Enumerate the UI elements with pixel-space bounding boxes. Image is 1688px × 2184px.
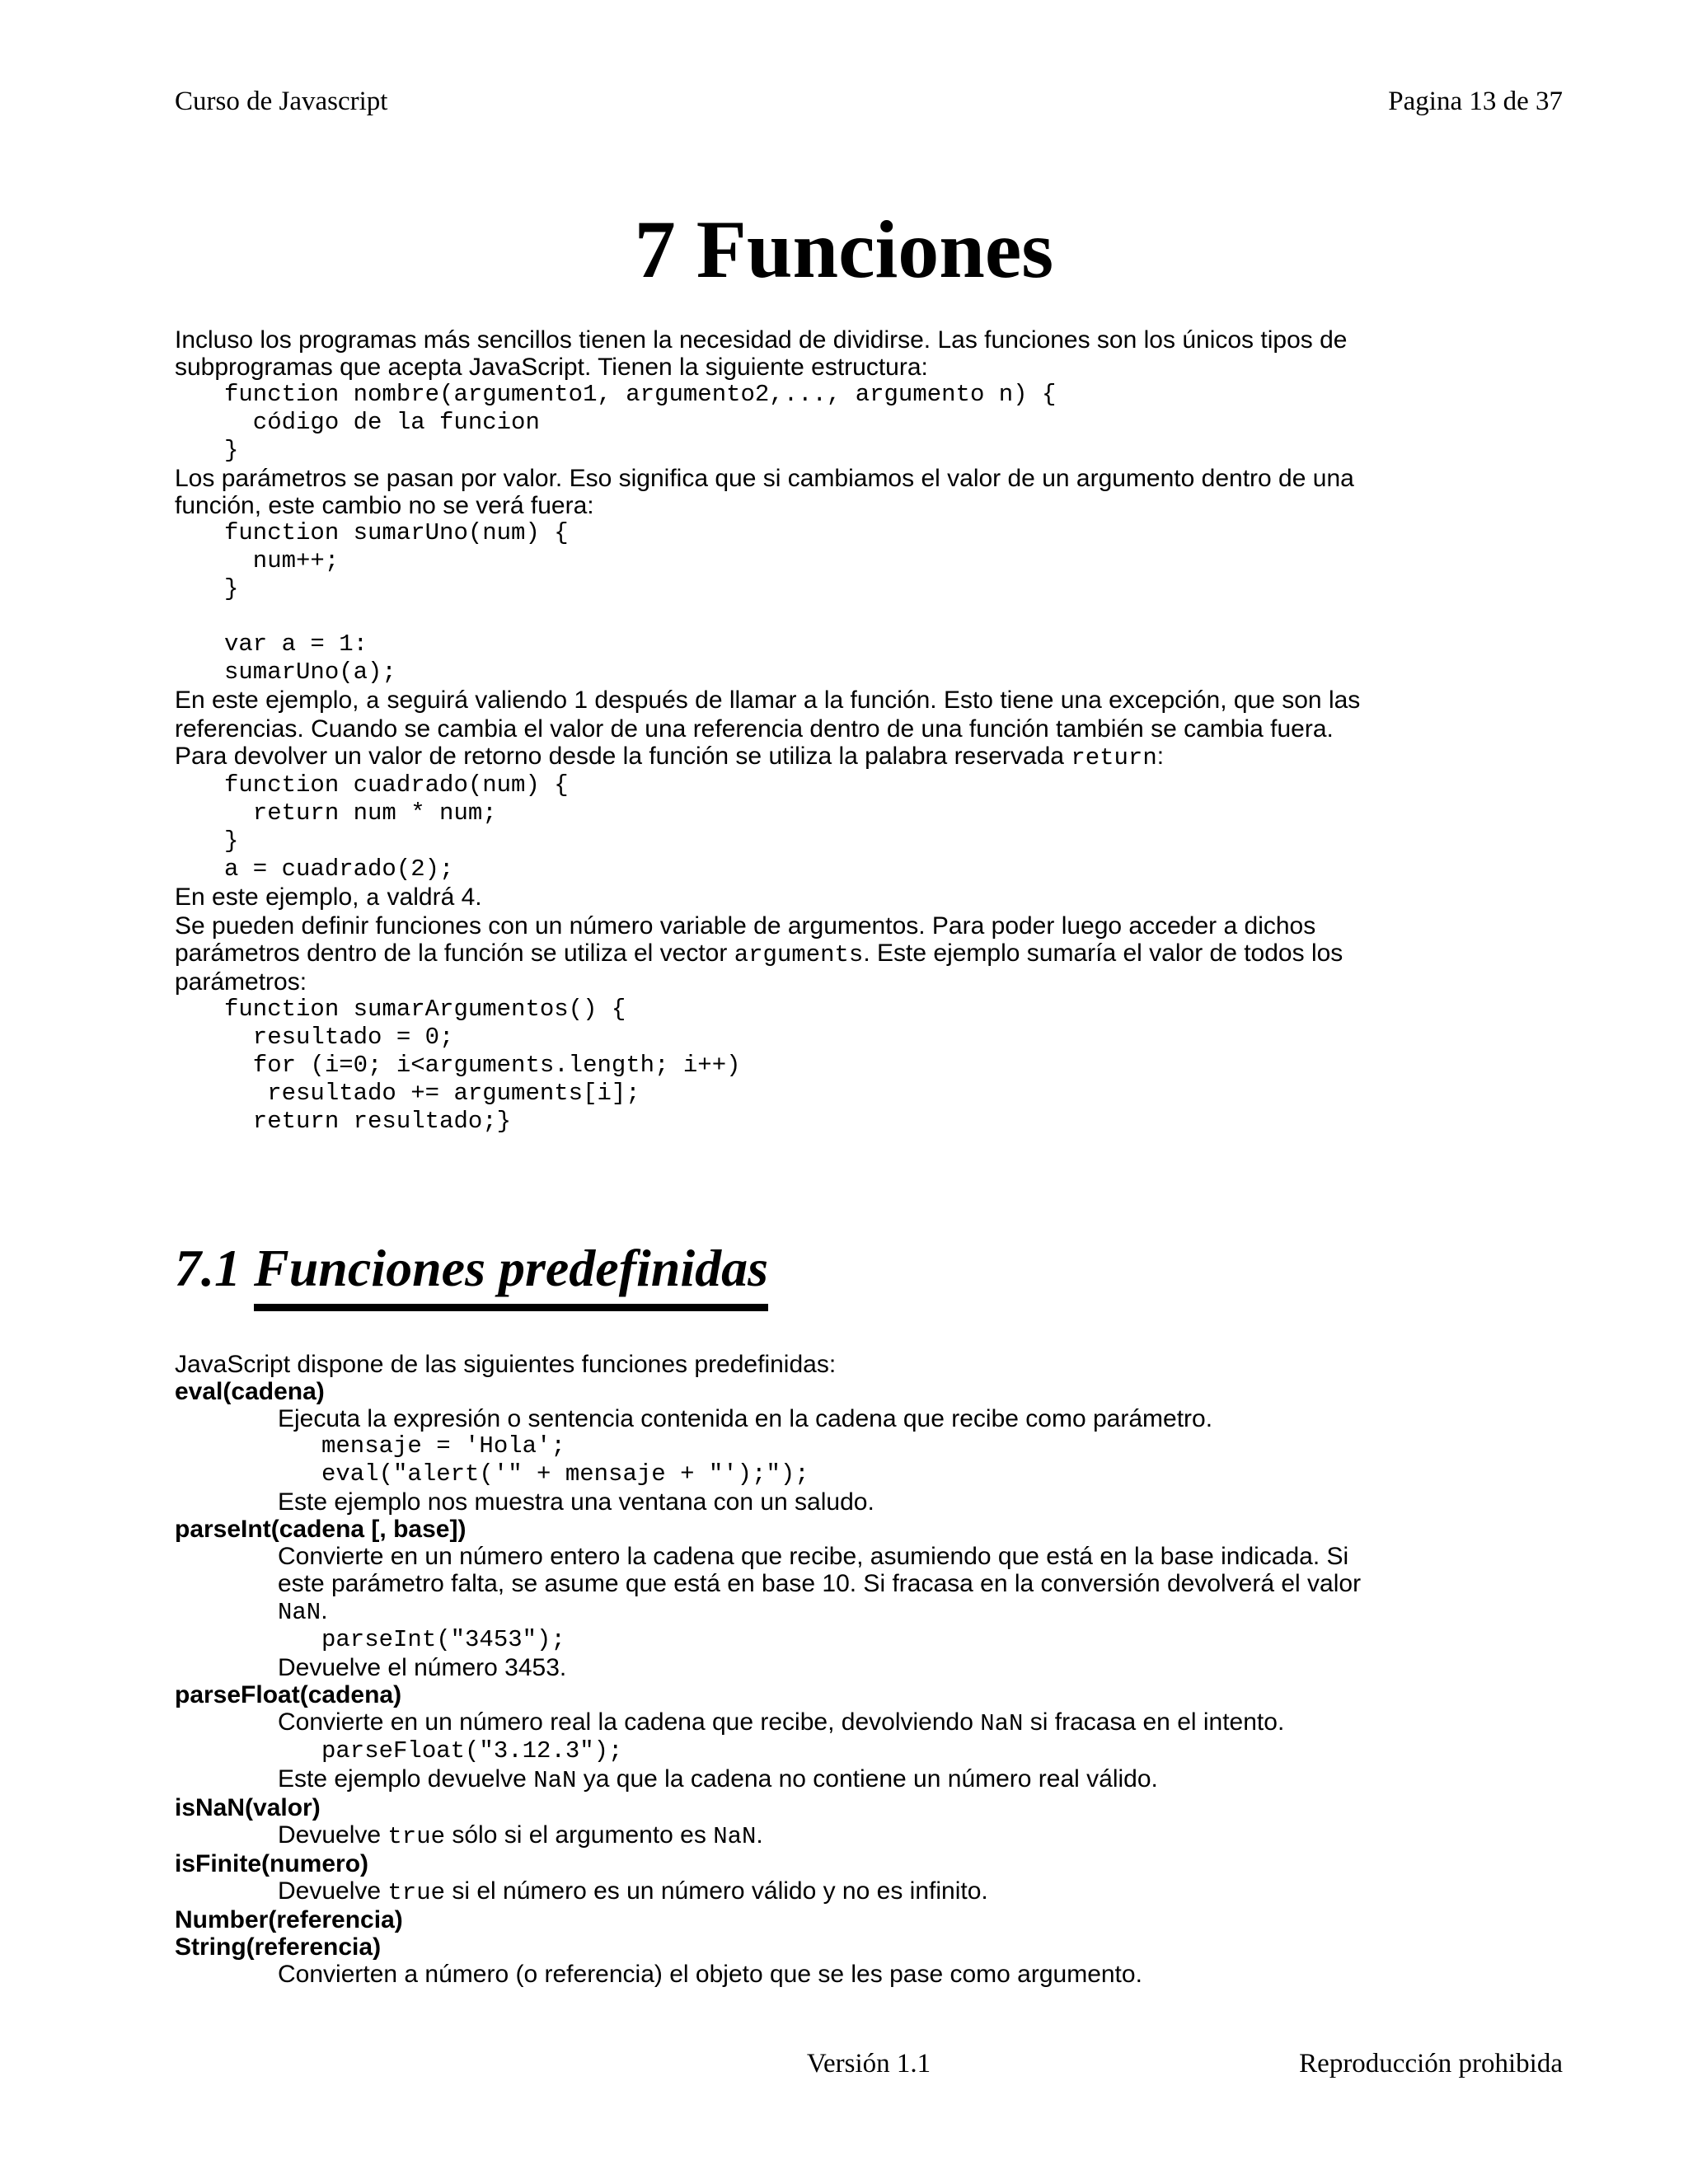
inline-code: for (i=0; i<arguments.length; i++) bbox=[224, 1052, 741, 1079]
function-term-line bbox=[175, 1850, 1589, 1877]
text-segment: String(referencia) bbox=[175, 1933, 382, 1961]
definition-code-line bbox=[175, 1737, 1589, 1765]
inline-code: a bbox=[365, 688, 381, 715]
function-term-line bbox=[175, 1933, 1589, 1961]
text-segment: parámetros dentro de la función se utiliza el vector bbox=[175, 940, 734, 967]
inline-code: num++; bbox=[224, 547, 340, 574]
inline-code: arguments bbox=[734, 941, 864, 968]
page-content bbox=[175, 326, 1589, 1988]
text-line bbox=[175, 326, 1589, 354]
code-line bbox=[175, 630, 1589, 658]
inline-code: NaN bbox=[980, 1710, 1024, 1737]
code-line bbox=[175, 799, 1589, 827]
code-line bbox=[175, 996, 1589, 1024]
text-segment: Convierten a número (o referencia) el objeto que se les pase como argumento. bbox=[278, 1961, 1142, 1988]
text-segment: . bbox=[321, 1597, 328, 1624]
text-segment: Convierte en un número entero la cadena que recibe, asumiendo que está en la base indicada. Si bbox=[278, 1543, 1349, 1570]
inline-code: mensaje = 'Hola'; bbox=[321, 1432, 565, 1460]
inline-code: } bbox=[224, 437, 239, 464]
inline-code: a = cuadrado(2); bbox=[224, 855, 454, 883]
text-segment: valdrá 4. bbox=[380, 883, 482, 911]
text-line bbox=[175, 912, 1589, 940]
text-line bbox=[175, 883, 1589, 912]
text-segment: parámetros: bbox=[175, 968, 307, 996]
text-line bbox=[175, 968, 1589, 996]
inline-code: código de la funcion bbox=[224, 409, 540, 436]
definition-text-line bbox=[175, 1488, 1589, 1516]
inline-code: resultado += arguments[i]; bbox=[224, 1080, 640, 1107]
page-footer bbox=[175, 2047, 1563, 2080]
code-line bbox=[175, 827, 1589, 855]
text-line bbox=[175, 492, 1589, 519]
definition-text-line bbox=[175, 1654, 1589, 1681]
text-line bbox=[175, 465, 1589, 492]
code-line bbox=[175, 409, 1589, 437]
function-term-line bbox=[175, 1906, 1589, 1933]
text-segment: isFinite(numero) bbox=[175, 1850, 369, 1877]
text-segment: Los parámetros se pasan por valor. Eso significa que si cambiamos el valor de un argumento dentro de una bbox=[175, 465, 1354, 492]
text-segment: . bbox=[756, 1821, 763, 1849]
inline-code: parseInt("3453"); bbox=[321, 1626, 565, 1653]
code-line bbox=[175, 1108, 1589, 1136]
text-segment: este parámetro falta, se asume que está en base 10. Si fracasa en la conversión devolverá el valor bbox=[278, 1570, 1362, 1597]
footer-version-text: Versión 1.1 bbox=[806, 2049, 931, 2079]
definition-text-line bbox=[175, 1821, 1589, 1850]
code-line bbox=[175, 855, 1589, 883]
text-segment: función, este cambio no se verá fuera: bbox=[175, 492, 594, 519]
text-line bbox=[175, 687, 1589, 715]
code-line bbox=[175, 1080, 1589, 1108]
inline-code: NaN bbox=[278, 1599, 321, 1626]
text-segment: referencias. Cuando se cambia el valor de una referencia dentro de una función también se cambia fuera. bbox=[175, 715, 1334, 743]
text-segment: Para devolver un valor de retorno desde la función se utiliza la palabra reservada bbox=[175, 743, 1071, 770]
text-line bbox=[175, 743, 1589, 771]
code-line bbox=[175, 658, 1589, 687]
section-7-body bbox=[175, 326, 1589, 1136]
code-line bbox=[175, 437, 1589, 465]
page-header bbox=[175, 85, 1563, 118]
code-line bbox=[175, 519, 1589, 547]
inline-code: function sumarUno(num) { bbox=[224, 519, 569, 546]
inline-code: a bbox=[365, 885, 381, 912]
code-line bbox=[175, 771, 1589, 799]
definition-text-line bbox=[175, 1405, 1589, 1432]
text-segment: Devuelve el número 3453. bbox=[278, 1654, 567, 1681]
function-term-line bbox=[175, 1378, 1589, 1405]
section-7-1-body bbox=[175, 1351, 1589, 1988]
text-segment: Convierte en un número real la cadena que recibe, devolviendo bbox=[278, 1708, 981, 1736]
section-heading bbox=[175, 1236, 1589, 1300]
text-segment: sólo si el argumento es bbox=[445, 1821, 714, 1849]
text-segment: Ejecuta la expresión o sentencia contenida en la cadena que recibe como parámetro. bbox=[278, 1405, 1213, 1432]
section-title: Funciones predefinidas bbox=[254, 1239, 768, 1311]
inline-code: function cuadrado(num) { bbox=[224, 771, 569, 799]
code-line bbox=[175, 547, 1589, 575]
footer-copyright-text: Reproducción prohibida bbox=[1299, 2049, 1563, 2079]
definition-text-line bbox=[175, 1765, 1589, 1794]
text-segment: eval(cadena) bbox=[175, 1378, 325, 1405]
text-segment: Devuelve bbox=[278, 1821, 388, 1849]
text-segment: En este ejemplo, bbox=[175, 883, 366, 911]
text-segment: En este ejemplo, bbox=[175, 687, 366, 714]
text-segment: parseInt(cadena [, base]) bbox=[175, 1516, 467, 1543]
code-line bbox=[175, 381, 1589, 409]
text-segment: ya que la cadena no contiene un número real válido. bbox=[576, 1765, 1158, 1793]
definition-text-line bbox=[175, 1708, 1589, 1737]
code-line bbox=[175, 1024, 1589, 1052]
text-segment: parseFloat(cadena) bbox=[175, 1681, 402, 1708]
inline-code: function nombre(argumento1, argumento2,..., argumento n) { bbox=[224, 381, 1057, 408]
inline-code: sumarUno(a); bbox=[224, 658, 396, 686]
text-segment: Este ejemplo devuelve bbox=[278, 1765, 534, 1793]
code-line bbox=[175, 1052, 1589, 1080]
text-segment: JavaScript dispone de las siguientes funciones predefinidas: bbox=[175, 1351, 837, 1378]
inline-code: resultado = 0; bbox=[224, 1024, 454, 1051]
text-segment: si el número es un número válido y no es infinito. bbox=[445, 1877, 988, 1905]
header-left-text: Curso de Javascript bbox=[175, 87, 388, 116]
function-term-line bbox=[175, 1516, 1589, 1543]
inline-code: true bbox=[387, 1823, 446, 1850]
definition-text-line bbox=[175, 1570, 1589, 1597]
text-line bbox=[175, 715, 1589, 743]
definition-code-line bbox=[175, 1626, 1589, 1654]
text-segment: : bbox=[1156, 743, 1165, 770]
definition-code-line bbox=[175, 1432, 1589, 1460]
text-line bbox=[175, 354, 1589, 381]
code-line bbox=[175, 575, 1589, 603]
inline-code: } bbox=[224, 827, 239, 855]
text-segment: isNaN(valor) bbox=[175, 1794, 321, 1821]
definition-code-line bbox=[175, 1460, 1589, 1488]
text-segment: seguirá valiendo 1 después de llamar a la función. Esto tiene una excepción, que son las bbox=[380, 687, 1361, 714]
definition-text-line bbox=[175, 1543, 1589, 1570]
inline-code: NaN bbox=[713, 1823, 757, 1850]
text-line bbox=[175, 1351, 1589, 1378]
inline-code: return bbox=[1071, 744, 1157, 771]
definition-text-line bbox=[175, 1877, 1589, 1906]
text-segment: si fracasa en el intento. bbox=[1023, 1708, 1285, 1736]
definition-text-line bbox=[175, 1961, 1589, 1988]
text-line bbox=[175, 940, 1589, 968]
inline-code: true bbox=[387, 1879, 446, 1906]
inline-code: NaN bbox=[533, 1767, 577, 1794]
inline-code: return num * num; bbox=[224, 799, 497, 827]
header-page-number: Pagina 13 de 37 bbox=[1388, 87, 1563, 116]
inline-code: var a = 1: bbox=[224, 630, 368, 658]
text-segment: Number(referencia) bbox=[175, 1906, 403, 1933]
page-title: 7 Funciones bbox=[634, 204, 1054, 295]
inline-code: function sumarArgumentos() { bbox=[224, 996, 626, 1023]
text-segment: Incluso los programas más sencillos tienen la necesidad de dividirse. Las funciones son los únicos tipos de bbox=[175, 326, 1348, 354]
text-segment: Devuelve bbox=[278, 1877, 388, 1905]
function-term-line bbox=[175, 1794, 1589, 1821]
inline-code: eval("alert('" + mensaje + "');"); bbox=[321, 1460, 809, 1488]
text-segment: Este ejemplo nos muestra una ventana con un saludo. bbox=[278, 1488, 874, 1516]
text-segment: Se pueden definir funciones con un número variable de argumentos. Para poder luego acceder a dichos bbox=[175, 912, 1316, 940]
section-number: 7.1 bbox=[175, 1239, 254, 1297]
blank-line bbox=[175, 603, 1589, 630]
definition-text-line bbox=[175, 1597, 1589, 1626]
function-term-line bbox=[175, 1681, 1589, 1708]
inline-code: } bbox=[224, 575, 239, 602]
text-segment: . Este ejemplo sumaría el valor de todos los bbox=[863, 940, 1343, 967]
text-segment: subprogramas que acepta JavaScript. Tienen la siguiente estructura: bbox=[175, 354, 928, 381]
inline-code: return resultado;} bbox=[224, 1108, 512, 1135]
inline-code: parseFloat("3.12.3"); bbox=[321, 1737, 623, 1765]
